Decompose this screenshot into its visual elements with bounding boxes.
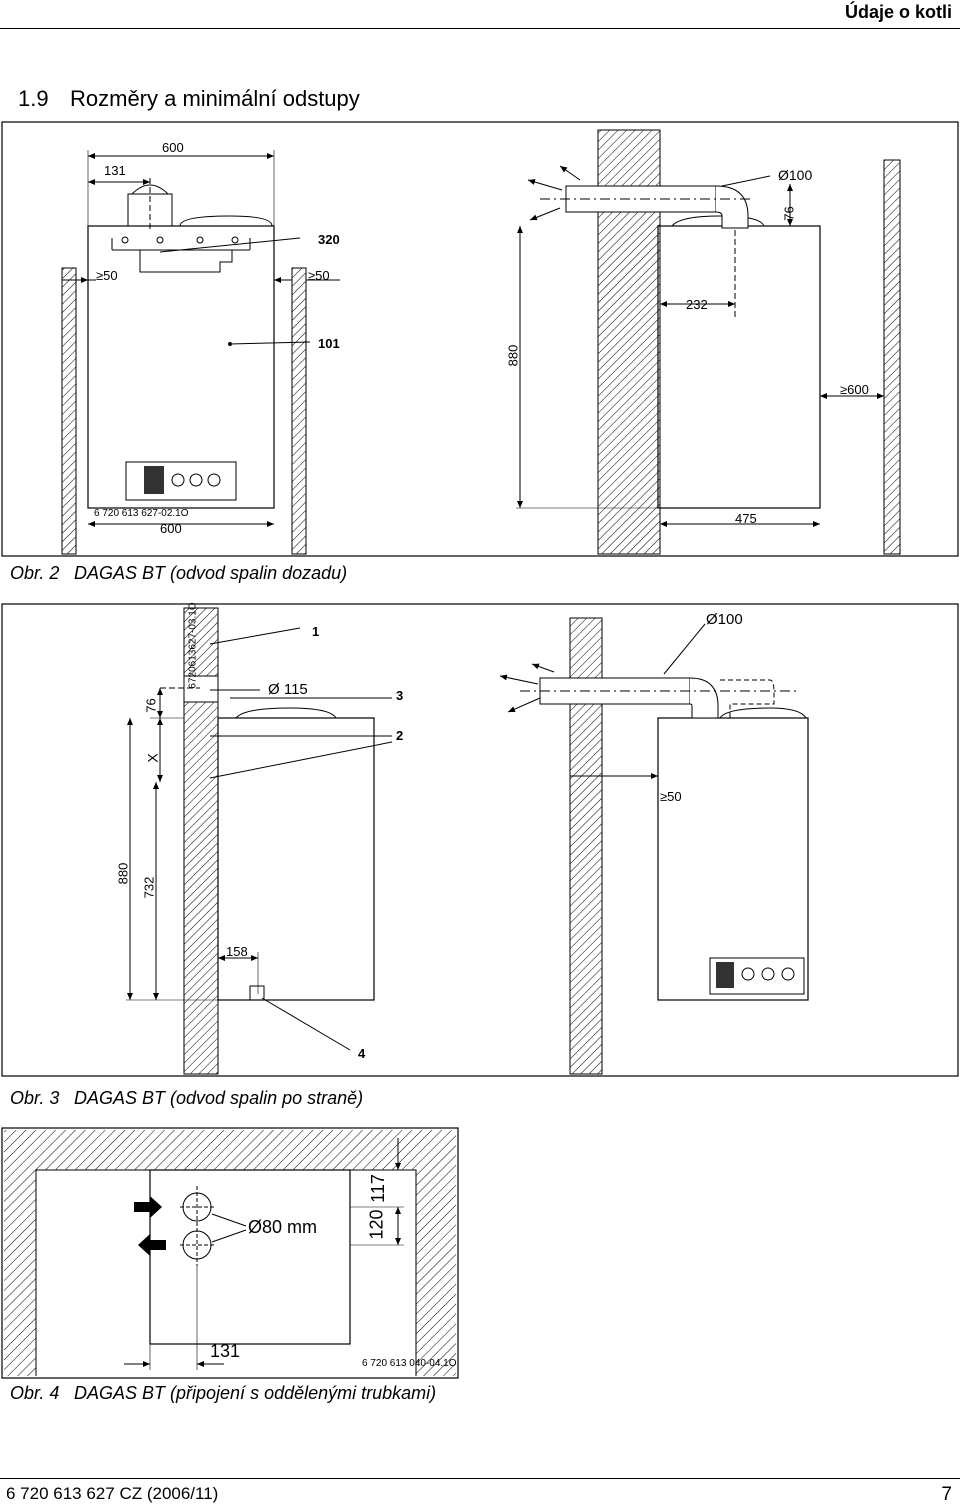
footer-document-number: 6 720 613 627 CZ (2006/11) [6, 1484, 219, 1503]
callout-4: 4 [358, 1046, 366, 1061]
dim-880: 880 [505, 344, 521, 367]
figure-4-drawing [0, 1126, 960, 1380]
header-title: Údaje o kotli [844, 2, 952, 22]
callout-3: 3 [396, 688, 404, 703]
figure-4-ref: 6 720 613 040-04.1O [362, 1358, 457, 1369]
dim-131-top: 131 [210, 1341, 241, 1361]
header-rule [0, 28, 960, 29]
figure-3-caption-text: DAGAS BT (odvod spalin po straně) [74, 1088, 364, 1108]
dim-880-side: 880 [115, 862, 131, 885]
dim-min-600: ≥600 [840, 382, 869, 397]
dim-min-50-right: ≥50 [308, 268, 330, 283]
dim-320: 320 [318, 232, 340, 247]
figure-3-frame [2, 604, 958, 1076]
dim-min-50-side: ≥50 [660, 789, 682, 804]
figure-3-ref: 6720613627-03.1O [187, 602, 199, 689]
figure-2-caption-text: DAGAS BT (odvod spalin dozadu) [74, 563, 348, 583]
dim-76-side: 76 [143, 698, 159, 713]
figure-4-caption-label: Obr. 4 [10, 1383, 60, 1403]
wall-right [292, 268, 306, 554]
dim-dia-80: Ø80 mm [248, 1217, 318, 1237]
dim-117: 117 [367, 1174, 388, 1203]
dim-600-top: 600 [162, 140, 184, 155]
dim-min-50-left: ≥50 [96, 268, 118, 283]
boiler-top-view [150, 1170, 350, 1344]
figure-2-caption-label: Obr. 2 [10, 563, 60, 583]
callout-1: 1 [312, 624, 320, 639]
wall-left [62, 268, 76, 554]
figure-3-drawing [0, 602, 960, 1078]
footer-page-number: 7 [941, 1484, 952, 1505]
figure-2-drawing [0, 120, 960, 560]
dim-dia-100: Ø100 [778, 167, 813, 183]
dim-600-bottom: 600 [160, 521, 182, 536]
dim-dia-100-side: Ø100 [706, 611, 743, 628]
dim-x: X [144, 753, 161, 763]
figure-3-caption-label: Obr. 3 [10, 1088, 60, 1108]
callout-2: 2 [396, 728, 404, 743]
dim-475: 475 [735, 511, 757, 526]
figure-4-caption-text: DAGAS BT (připojení s oddělenými trubkami) [74, 1383, 437, 1403]
footer-rule [0, 1478, 960, 1479]
section-title: Rozměry a minimální odstupy [70, 86, 360, 111]
dim-232: 232 [686, 297, 708, 312]
dim-120: 120 [366, 1209, 387, 1240]
dim-101: 101 [318, 336, 340, 351]
figure-2-ref: 6 720 613 627-02.1O [94, 508, 189, 519]
dim-158: 158 [226, 944, 248, 959]
dim-131: 131 [104, 163, 126, 178]
dim-732: 732 [141, 876, 157, 899]
dim-76: 76 [781, 206, 797, 221]
section-number: 1.9 [18, 86, 49, 111]
dim-dia-115: Ø 115 [268, 681, 308, 698]
boiler-side [658, 226, 820, 508]
